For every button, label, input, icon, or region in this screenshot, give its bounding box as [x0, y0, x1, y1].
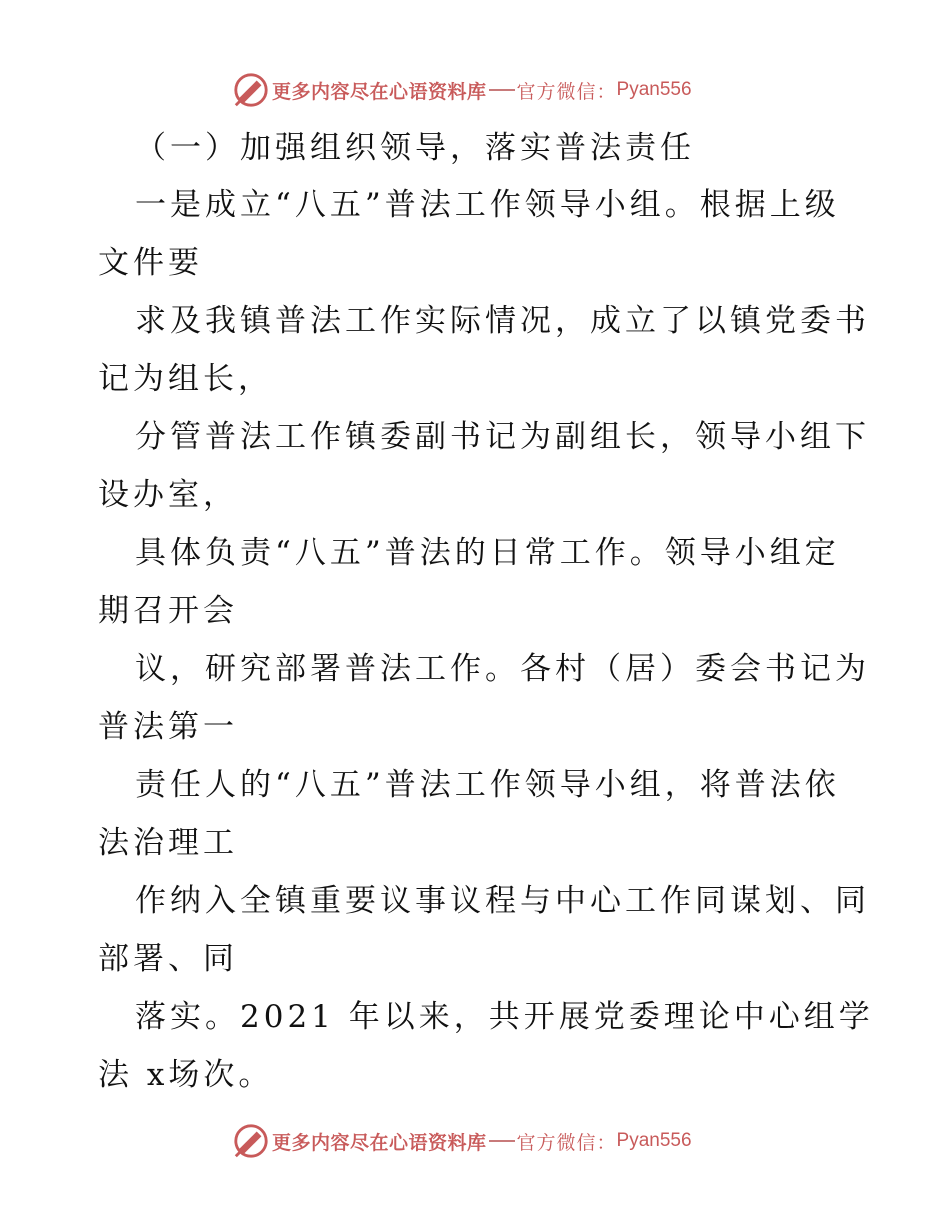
banner-dash	[489, 1140, 515, 1142]
paragraph-line: 具体负责“八五”普法的日常工作。领导小组定	[135, 535, 840, 571]
paragraph-line: 责任人的“八五”普法工作领导小组，将普法依	[135, 767, 840, 803]
paragraph-line: 部署、同	[98, 941, 238, 977]
paragraph-line: 落实。2021 年以来，共开展党委理论中心组学	[135, 999, 874, 1035]
section-heading: （一）加强组织领导，落实普法责任	[135, 130, 695, 166]
banner-wechat-account: Pyan556	[616, 79, 692, 100]
footer-banner	[232, 1121, 692, 1161]
banner-brand-text: 更多内容尽在心语资料库	[272, 1131, 487, 1154]
paragraph-line: 期召开会	[98, 593, 238, 629]
pen-circle-logo-icon	[232, 71, 270, 109]
pen-circle-logo-icon	[232, 1122, 270, 1160]
banner-dash	[489, 89, 515, 91]
paragraph-line: 普法第一	[98, 709, 238, 745]
paragraph-line: 设办室，	[98, 477, 238, 513]
paragraph-line: 议，研究部署普法工作。各村（居）委会书记为	[135, 651, 870, 687]
banner-wechat-label: 官方微信：	[516, 1131, 617, 1154]
paragraph-line: 法治理工	[98, 825, 238, 861]
paragraph-line: 分管普法工作镇委副书记为副组长，领导小组下	[135, 419, 870, 455]
banner-brand-text: 更多内容尽在心语资料库	[272, 80, 487, 103]
paragraph-line: 法 x场次。	[98, 1057, 274, 1093]
header-banner	[232, 70, 692, 110]
banner-wechat-account: Pyan556	[616, 1130, 692, 1151]
paragraph-line: 求及我镇普法工作实际情况，成立了以镇党委书	[135, 303, 870, 339]
paragraph-line: 作纳入全镇重要议事议程与中心工作同谋划、同	[135, 883, 870, 919]
paragraph-line: 文件要	[98, 245, 203, 281]
paragraph-line: 一是成立“八五”普法工作领导小组。根据上级	[135, 187, 840, 223]
banner-wechat-label: 官方微信：	[516, 80, 617, 103]
paragraph-line: 记为组长，	[98, 361, 273, 397]
